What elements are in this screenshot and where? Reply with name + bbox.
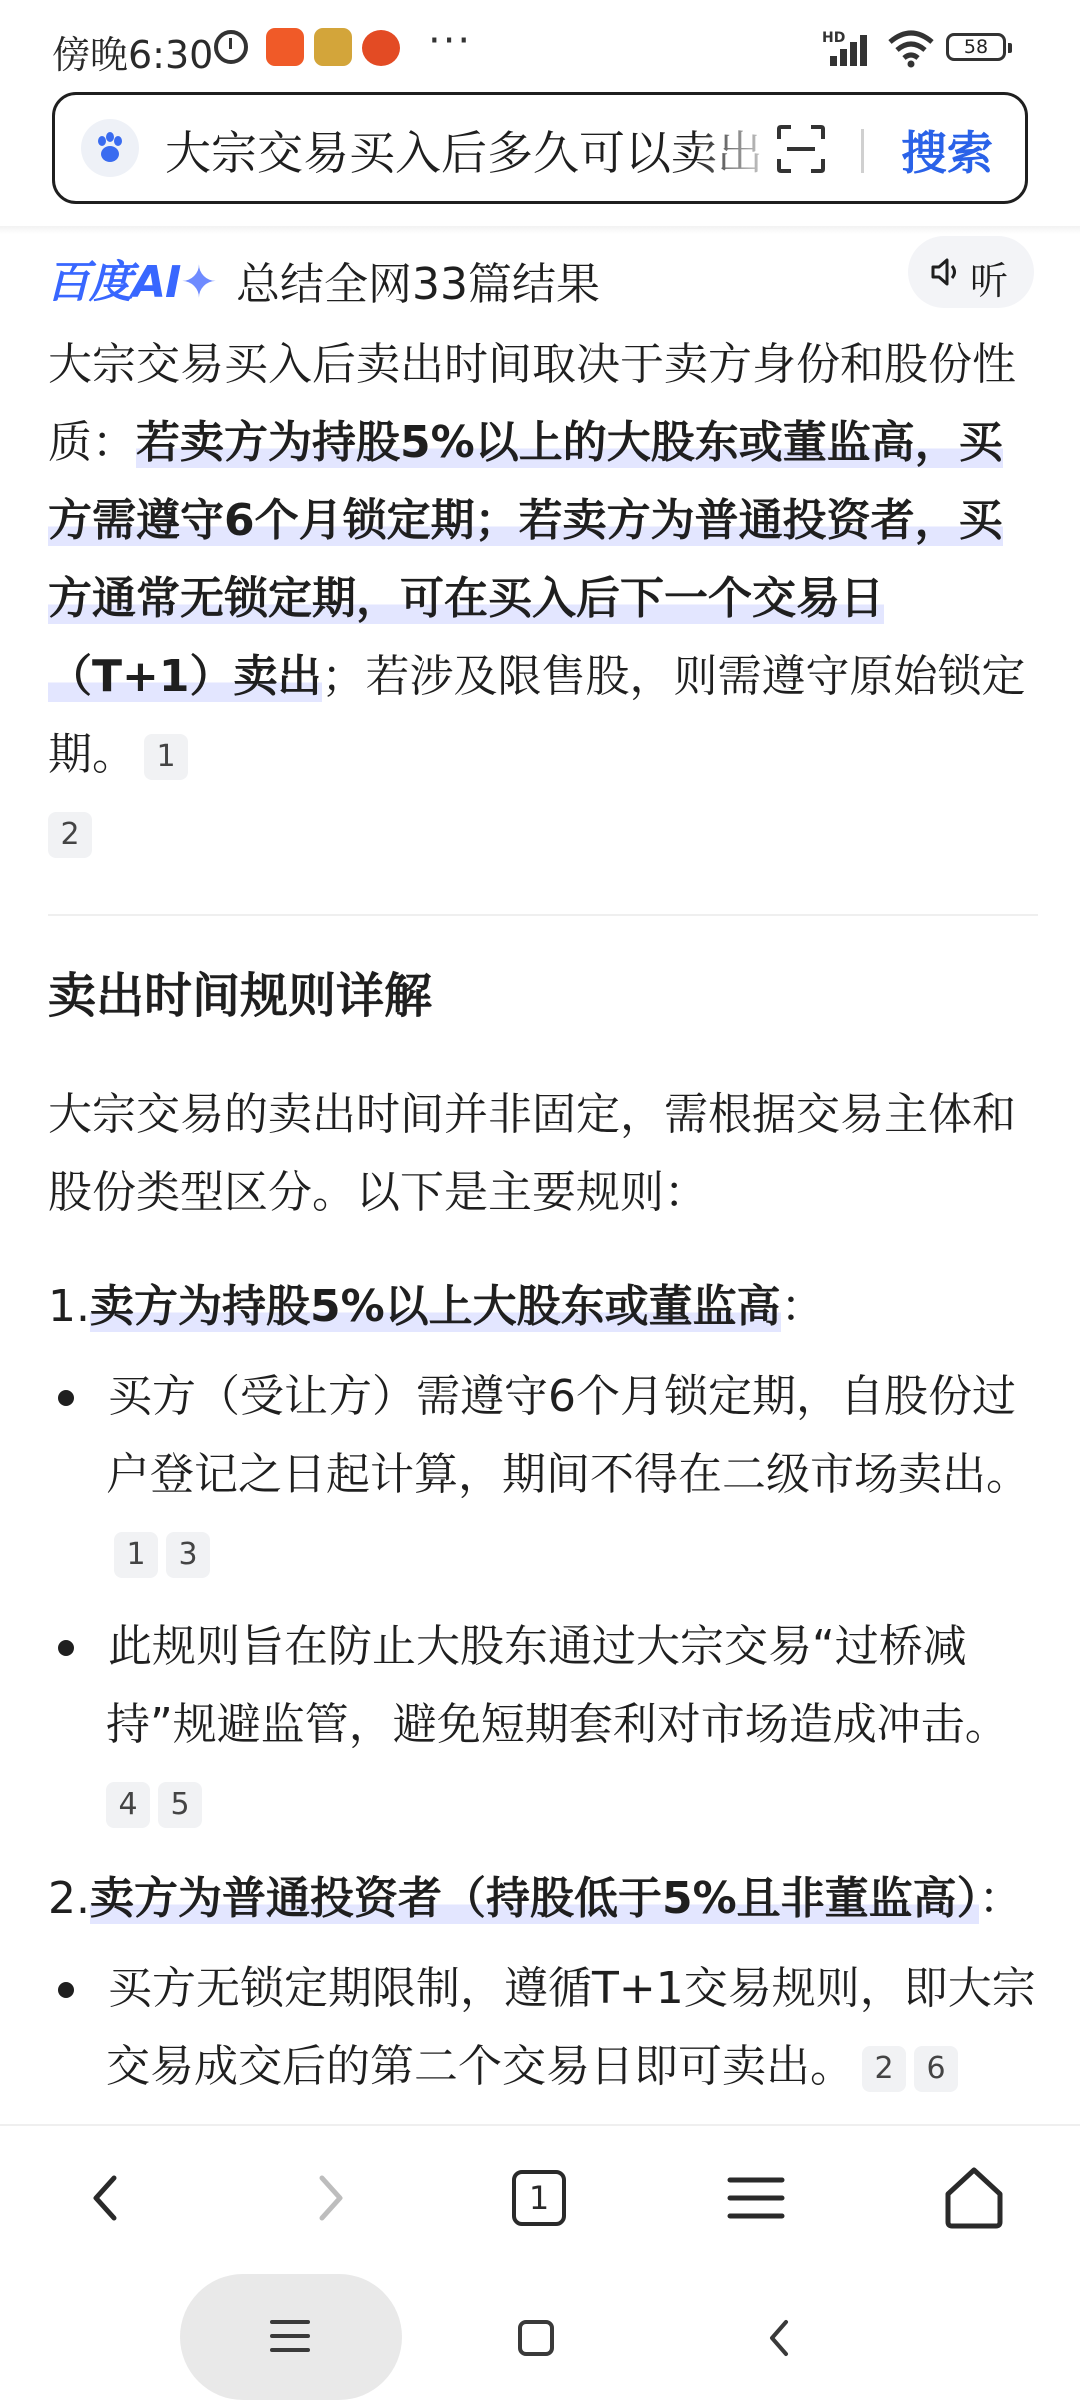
home-icon[interactable]	[934, 2158, 1014, 2238]
citation-badge[interactable]: 4	[106, 1782, 150, 1828]
listen-button[interactable]	[908, 236, 1034, 308]
baidu-paw-icon[interactable]	[81, 119, 139, 177]
search-input[interactable]	[163, 117, 787, 183]
citation-badge[interactable]: 2	[48, 812, 92, 858]
hd-label: HD	[822, 30, 846, 46]
rule-heading	[48, 1268, 1038, 1346]
input-fade	[695, 105, 785, 193]
search-button[interactable]: 搜索	[901, 126, 993, 180]
forward-icon[interactable]	[290, 2158, 370, 2238]
system-home-icon[interactable]	[512, 2314, 560, 2362]
shop-notification-icon	[314, 28, 352, 66]
status-bar	[0, 0, 1080, 92]
more-notifications-icon: ···	[428, 18, 473, 64]
rule-number: 2.	[48, 1873, 90, 1924]
list-item	[48, 1950, 1038, 2106]
status-time: 傍晚6:30	[52, 33, 214, 77]
signal-icon	[830, 30, 876, 66]
bullet-text: 此规则旨在防止大股东通过大宗交易“过桥减持”规避监管，避免短期套利对市场造成冲击。	[106, 1621, 1009, 1750]
intro-paragraph	[48, 326, 1038, 872]
recents-icon[interactable]	[262, 2314, 318, 2358]
list-item	[48, 1608, 1038, 1842]
intro-text-end: ；若涉及限售股，则需遵守原始锁定期。	[48, 651, 1026, 780]
sparkle-icon: ✦	[180, 257, 217, 308]
citation-badge[interactable]: 1	[114, 1532, 158, 1578]
speaker-icon	[930, 256, 962, 288]
app-notification-icon	[266, 28, 304, 66]
battery-icon: 58	[946, 33, 1006, 61]
rule-heading-text: 卖方为普通投资者（持股低于5%且非董监高）	[89, 1873, 979, 1924]
wifi-icon	[888, 28, 934, 68]
citation-badge[interactable]: 3	[166, 1532, 210, 1578]
intro-text: 大宗交易买入后卖出时间取决于卖方身份和股份性质：	[48, 339, 1016, 468]
bullet-text: 买方无锁定期限制，遵循T+1交易规则，即大宗交易成交后的第二个交易日即可卖出。	[106, 1963, 1036, 2092]
list-item	[48, 1358, 1038, 1592]
search-bar	[52, 92, 1028, 204]
citation-badge[interactable]: 5	[158, 1782, 202, 1828]
bullet-text: 买方（受让方）需遵守6个月锁定期，自股份过户登记之日起计算，期间不得在二级市场卖出。	[106, 1371, 1030, 1500]
section-divider	[48, 914, 1038, 916]
rule-heading	[48, 1860, 1038, 1938]
answer-content	[48, 326, 1038, 2124]
section-intro: 大宗交易的卖出时间并非固定，需根据交易主体和股份类型区分。以下是主要规则：	[48, 1089, 1016, 1218]
tabs-button[interactable]: 1	[512, 2170, 566, 2226]
menu-icon[interactable]	[716, 2158, 796, 2238]
brand-label: 百度AI	[46, 257, 181, 308]
rule-heading-text: 卖方为持股5%以上大股东或董监高	[89, 1281, 781, 1332]
back-icon[interactable]	[66, 2158, 146, 2238]
rule-bullet-list	[48, 1950, 1038, 2106]
rule-heading-suffix: ：	[780, 1281, 825, 1332]
system-back-icon[interactable]	[756, 2314, 804, 2362]
browser-bottom-nav	[0, 2124, 1080, 2276]
scan-icon[interactable]	[775, 123, 827, 175]
taobao-notification-icon	[362, 30, 400, 66]
citation-badge[interactable]: 2	[862, 2046, 906, 2092]
rule-number: 1.	[48, 1281, 90, 1332]
section-title: 卖出时间规则详解	[48, 968, 433, 1024]
system-nav-bar	[0, 2274, 1080, 2400]
listen-label: 听	[970, 259, 1009, 303]
citation-badge[interactable]: 1	[144, 734, 188, 780]
citation-badge[interactable]: 6	[914, 2046, 958, 2092]
search-divider	[861, 129, 864, 173]
baidu-ai-logo	[46, 246, 216, 310]
alarm-icon	[214, 30, 248, 64]
rule-bullet-list	[48, 1358, 1038, 1842]
summary-title: 总结全网33篇结果	[236, 259, 600, 310]
rule-heading-suffix: ：	[978, 1873, 1023, 1924]
header-shadow	[0, 226, 1080, 234]
intro-highlight: 若卖方为持股5%以上的大股东或董监高，买方需遵守6个月锁定期；若卖方为普通投资者，买方通常无锁定期，可在买入后下一个交易日（T+1）卖出	[48, 417, 1003, 702]
